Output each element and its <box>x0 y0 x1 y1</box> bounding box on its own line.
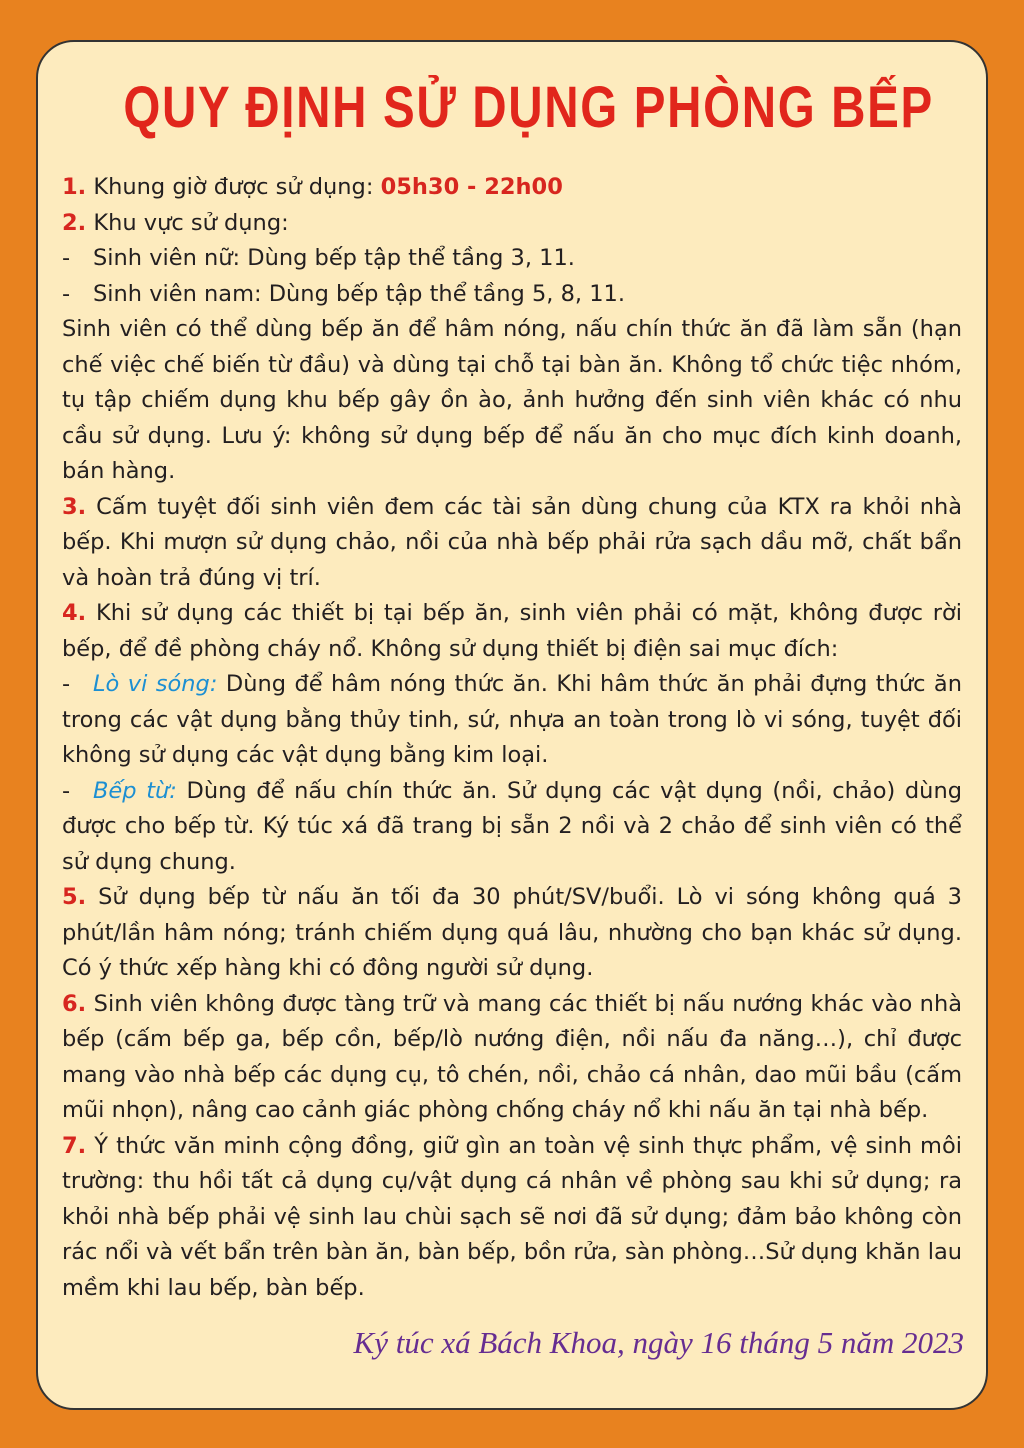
rule-number: 3. <box>62 493 87 520</box>
rule-text: Khu vực sử dụng: <box>93 209 289 236</box>
rule-6 <box>62 987 962 1129</box>
rule-text: Khung giờ được sử dụng: <box>93 174 381 200</box>
rule-number: 1. <box>62 174 87 200</box>
rule-number: 7. <box>62 1132 87 1159</box>
rule-3 <box>62 490 962 597</box>
rule-7 <box>62 1129 962 1307</box>
dash-bullet: - <box>62 671 71 697</box>
dash-bullet: - <box>62 777 71 804</box>
microwave-text: Dùng để hâm nóng thức ăn. Khi hâm thức ăn phải đựng thức ăn trong các vật dụng bằng thủy tinh, sứ, nhựa an toàn trong lò vi sóng, tuyệt đối không sử dụng các vật dụng bằng kim loại. <box>62 671 962 768</box>
female-area: Sinh viên nữ: Dùng bếp tập thể tầng 3, 11. <box>93 245 575 271</box>
signature-line: Ký túc xá Bách Khoa, ngày 16 tháng 5 năm 2023 <box>353 1325 964 1360</box>
microwave-term: Lò vi sóng: <box>93 671 218 697</box>
rule-number: 6. <box>62 990 87 1017</box>
rules-body <box>62 170 962 1306</box>
rule-text: Sử dụng bếp từ nấu ăn tối đa 30 phút/SV/buổi. Lò vi sóng không quá 3 phút/lần hâm nóng; tránh chiếm dụng quá lâu, nhường cho bạn khác sử dụng. Có ý thức xếp hàng khi có đông người sử dụng. <box>62 884 962 981</box>
page-title: QUY ĐỊNH SỬ DỤNG PHÒNG BẾP <box>123 75 934 140</box>
dash-bullet: - <box>62 245 71 271</box>
rule-1 <box>62 170 962 206</box>
rule-number: 5. <box>62 884 87 910</box>
list-item <box>62 667 962 774</box>
rule-5 <box>62 880 962 987</box>
dash-bullet: - <box>62 280 71 307</box>
notice-panel <box>36 40 988 1410</box>
rule-number: 2. <box>62 209 87 236</box>
male-area: Sinh viên nam: Dùng bếp tập thể tầng 5, 8, 11. <box>93 280 626 307</box>
rule-text: Sinh viên không được tàng trữ và mang các thiết bị nấu nướng khác vào nhà bếp (cấm bếp ga, bếp cồn, bếp/lò nướng điện, nồi nấu đa năng…), chỉ được mang vào nhà bếp các dụng cụ, tô chén, nồi, chảo cá nhân, dao mũi bầu (cấm mũi nhọn), nâng cao cảnh giác phòng chống cháy nổ khi nấu ăn tại nhà bếp. <box>62 990 962 1123</box>
rule-4 <box>62 596 962 667</box>
rule-text: Cấm tuyệt đối sinh viên đem các tài sản dùng chung của KTX ra khỏi nhà bếp. Khi mượn sử dụng chảo, nồi của nhà bếp phải rửa sạch dầu mỡ, chất bẩn và hoàn trả đúng vị trí. <box>62 493 962 591</box>
list-item <box>62 774 962 881</box>
list-item <box>62 277 962 313</box>
induction-term: Bếp từ: <box>93 777 177 804</box>
rule-text: Ý thức văn minh cộng đồng, giữ gìn an toàn vệ sinh thực phẩm, vệ sinh môi trường: thu hồi tất cả dụng cụ/vật dụng cá nhân về phòng sau khi sử dụng; ra khỏi nhà bếp phải vệ sinh lau chùi sạch sẽ nơi đã sử dụng; đảm bảo không còn rác nổi và vết bẩn trên bàn ăn, bàn bếp, bồn rửa, sàn phòng…Sử dụng khăn lau mềm khi lau bếp, bàn bếp. <box>62 1132 962 1301</box>
induction-text: Dùng để nấu chín thức ăn. Sử dụng các vật dụng (nồi, chảo) dùng được cho bếp từ. Ký túc xá đã trang bị sẵn 2 nồi và 2 chảo để sinh viên có thể sử dụng chung. <box>62 777 962 875</box>
list-item <box>62 241 962 277</box>
rule-2-paragraph: Sinh viên có thể dùng bếp ăn để hâm nóng, nấu chín thức ăn đã làm sẵn (hạn chế việc chế biến từ đầu) và dùng tại chỗ tại bàn ăn. Không tổ chức tiệc nhóm, tụ tập chiếm dụng khu bếp gây ồn ào, ảnh hưởng đến sinh viên khác có nhu cầu sử dụng. Lưu ý: không sử dụng bếp để nấu ăn cho mục đích kinh doanh, bán hàng. <box>62 316 962 484</box>
time-range: 05h30 - 22h00 <box>380 174 563 200</box>
rule-text: Khi sử dụng các thiết bị tại bếp ăn, sinh viên phải có mặt, không được rời bếp, để đề phòng cháy nổ. Không sử dụng thiết bị điện sai mục đích: <box>62 600 963 662</box>
rule-2 <box>62 206 962 242</box>
rule-number: 4. <box>62 600 87 626</box>
